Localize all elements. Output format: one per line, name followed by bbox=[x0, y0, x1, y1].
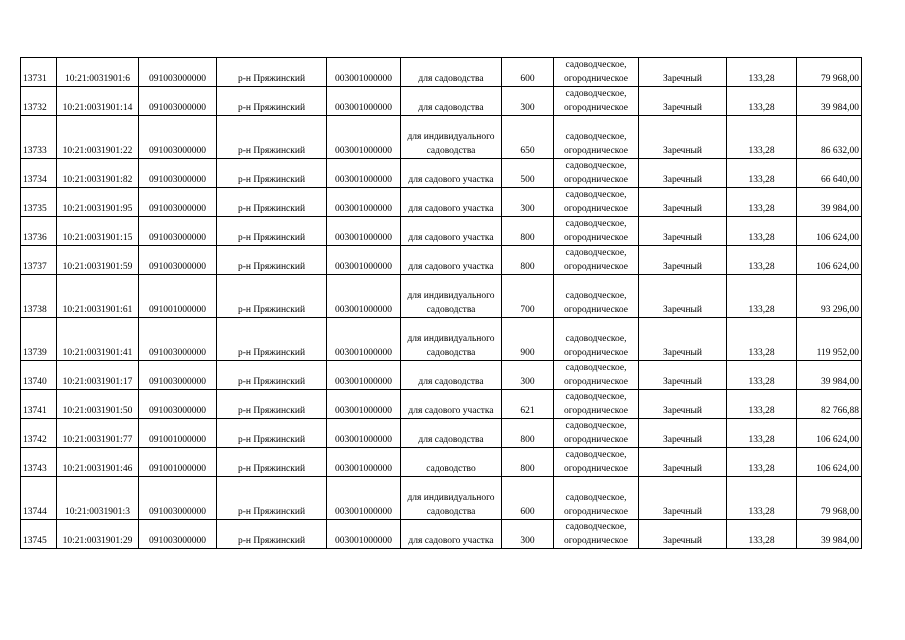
cell-cadastral-number: 10:21:0031901:46 bbox=[57, 448, 139, 477]
cell-sum: 119 952,00 bbox=[797, 318, 862, 361]
cell-zone: Заречный bbox=[639, 448, 727, 477]
cell-district: р-н Пряжинский bbox=[217, 477, 327, 520]
table-row bbox=[21, 390, 862, 419]
cell-code: 003001000000 bbox=[327, 390, 401, 419]
cell-district: р-н Пряжинский bbox=[217, 448, 327, 477]
cell-code: 003001000000 bbox=[327, 246, 401, 275]
cell-cadastral-number: 10:21:0031901:77 bbox=[57, 419, 139, 448]
cell-category: садоводческое, огородническое bbox=[554, 87, 639, 116]
cell-district: р-н Пряжинский bbox=[217, 246, 327, 275]
cell-sum: 66 640,00 bbox=[797, 159, 862, 188]
cell-zone: Заречный bbox=[639, 217, 727, 246]
cell-permitted-use: для садоводства bbox=[401, 419, 502, 448]
cell-permitted-use: для индивидуального садоводства bbox=[401, 477, 502, 520]
cell-category: садоводческое, огородническое bbox=[554, 448, 639, 477]
table-row bbox=[21, 246, 862, 275]
cell-okato: 091003000000 bbox=[139, 58, 217, 87]
cell-okato: 091003000000 bbox=[139, 188, 217, 217]
cell-okato: 091003000000 bbox=[139, 361, 217, 390]
table-row bbox=[21, 361, 862, 390]
cell-permitted-use: для индивидуального садоводства bbox=[401, 116, 502, 159]
cell-cadastral-number: 10:21:0031901:6 bbox=[57, 58, 139, 87]
cell-cadastral-number: 10:21:0031901:29 bbox=[57, 520, 139, 549]
cell-permitted-use: для садового участка bbox=[401, 246, 502, 275]
cell-id: 13736 bbox=[21, 217, 57, 246]
cell-id: 13743 bbox=[21, 448, 57, 477]
cell-permitted-use: для садового участка bbox=[401, 188, 502, 217]
cell-district: р-н Пряжинский bbox=[217, 116, 327, 159]
cell-rate: 133,28 bbox=[727, 159, 797, 188]
cell-cadastral-number: 10:21:0031901:17 bbox=[57, 361, 139, 390]
cell-code: 003001000000 bbox=[327, 318, 401, 361]
cell-district: р-н Пряжинский bbox=[217, 87, 327, 116]
cell-rate: 133,28 bbox=[727, 318, 797, 361]
table-row bbox=[21, 58, 862, 87]
cell-category: садоводческое, огородническое bbox=[554, 419, 639, 448]
cell-zone: Заречный bbox=[639, 361, 727, 390]
cell-id: 13740 bbox=[21, 361, 57, 390]
cell-rate: 133,28 bbox=[727, 390, 797, 419]
cell-rate: 133,28 bbox=[727, 275, 797, 318]
cell-permitted-use: для индивидуального садоводства bbox=[401, 318, 502, 361]
cell-id: 13735 bbox=[21, 188, 57, 217]
table-row bbox=[21, 275, 862, 318]
cell-code: 003001000000 bbox=[327, 116, 401, 159]
table-row bbox=[21, 520, 862, 549]
cell-zone: Заречный bbox=[639, 419, 727, 448]
cell-zone: Заречный bbox=[639, 275, 727, 318]
cell-category: садоводческое, огородническое bbox=[554, 361, 639, 390]
cell-area: 621 bbox=[502, 390, 554, 419]
cell-code: 003001000000 bbox=[327, 520, 401, 549]
cell-code: 003001000000 bbox=[327, 419, 401, 448]
cell-zone: Заречный bbox=[639, 116, 727, 159]
cell-okato: 091003000000 bbox=[139, 520, 217, 549]
cell-zone: Заречный bbox=[639, 159, 727, 188]
cell-rate: 133,28 bbox=[727, 188, 797, 217]
cell-permitted-use: для садового участка bbox=[401, 159, 502, 188]
cell-cadastral-number: 10:21:0031901:61 bbox=[57, 275, 139, 318]
cell-district: р-н Пряжинский bbox=[217, 520, 327, 549]
cell-area: 700 bbox=[502, 275, 554, 318]
cell-code: 003001000000 bbox=[327, 159, 401, 188]
cell-permitted-use: для индивидуального садоводства bbox=[401, 275, 502, 318]
cell-area: 300 bbox=[502, 188, 554, 217]
cell-permitted-use: для садового участка bbox=[401, 217, 502, 246]
table-row bbox=[21, 116, 862, 159]
cell-sum: 39 984,00 bbox=[797, 87, 862, 116]
cell-id: 13732 bbox=[21, 87, 57, 116]
cell-permitted-use: для садового участка bbox=[401, 520, 502, 549]
cell-okato: 091003000000 bbox=[139, 246, 217, 275]
cell-cadastral-number: 10:21:0031901:50 bbox=[57, 390, 139, 419]
cell-sum: 86 632,00 bbox=[797, 116, 862, 159]
cell-category: садоводческое, огородническое bbox=[554, 246, 639, 275]
cell-cadastral-number: 10:21:0031901:15 bbox=[57, 217, 139, 246]
cell-okato: 091001000000 bbox=[139, 448, 217, 477]
cell-code: 003001000000 bbox=[327, 448, 401, 477]
cell-category: садоводческое, огородническое bbox=[554, 217, 639, 246]
cell-id: 13738 bbox=[21, 275, 57, 318]
cell-category: садоводческое, огородническое bbox=[554, 116, 639, 159]
cell-id: 13731 bbox=[21, 58, 57, 87]
cell-code: 003001000000 bbox=[327, 58, 401, 87]
cell-category: садоводческое, огородническое bbox=[554, 477, 639, 520]
cell-okato: 091001000000 bbox=[139, 275, 217, 318]
cell-area: 500 bbox=[502, 159, 554, 188]
cell-okato: 091003000000 bbox=[139, 159, 217, 188]
cell-okato: 091003000000 bbox=[139, 116, 217, 159]
cell-id: 13745 bbox=[21, 520, 57, 549]
cell-okato: 091003000000 bbox=[139, 477, 217, 520]
cell-zone: Заречный bbox=[639, 87, 727, 116]
cell-category: садоводческое, огородническое bbox=[554, 520, 639, 549]
cell-okato: 091003000000 bbox=[139, 87, 217, 116]
cell-zone: Заречный bbox=[639, 58, 727, 87]
cell-rate: 133,28 bbox=[727, 116, 797, 159]
cell-category: садоводческое, огородническое bbox=[554, 159, 639, 188]
cell-permitted-use: для садоводства bbox=[401, 87, 502, 116]
cell-cadastral-number: 10:21:0031901:41 bbox=[57, 318, 139, 361]
cell-permitted-use: садоводство bbox=[401, 448, 502, 477]
cell-category: садоводческое, огородническое bbox=[554, 275, 639, 318]
cell-rate: 133,28 bbox=[727, 477, 797, 520]
cell-district: р-н Пряжинский bbox=[217, 275, 327, 318]
cell-code: 003001000000 bbox=[327, 275, 401, 318]
cell-rate: 133,28 bbox=[727, 448, 797, 477]
cell-permitted-use: для садового участка bbox=[401, 390, 502, 419]
cell-district: р-н Пряжинский bbox=[217, 419, 327, 448]
cell-id: 13739 bbox=[21, 318, 57, 361]
cell-code: 003001000000 bbox=[327, 477, 401, 520]
cell-district: р-н Пряжинский bbox=[217, 188, 327, 217]
cell-district: р-н Пряжинский bbox=[217, 159, 327, 188]
cell-cadastral-number: 10:21:0031901:3 bbox=[57, 477, 139, 520]
table-row bbox=[21, 87, 862, 116]
cell-id: 13733 bbox=[21, 116, 57, 159]
table-row bbox=[21, 159, 862, 188]
cell-sum: 106 624,00 bbox=[797, 217, 862, 246]
cell-district: р-н Пряжинский bbox=[217, 361, 327, 390]
cell-zone: Заречный bbox=[639, 188, 727, 217]
cell-zone: Заречный bbox=[639, 390, 727, 419]
cell-rate: 133,28 bbox=[727, 246, 797, 275]
table-row bbox=[21, 318, 862, 361]
cell-code: 003001000000 bbox=[327, 87, 401, 116]
cell-area: 800 bbox=[502, 246, 554, 275]
cell-area: 800 bbox=[502, 419, 554, 448]
cell-code: 003001000000 bbox=[327, 217, 401, 246]
cell-permitted-use: для садоводства bbox=[401, 58, 502, 87]
cell-zone: Заречный bbox=[639, 520, 727, 549]
cell-rate: 133,28 bbox=[727, 520, 797, 549]
cell-sum: 106 624,00 bbox=[797, 419, 862, 448]
cell-cadastral-number: 10:21:0031901:22 bbox=[57, 116, 139, 159]
cell-sum: 79 968,00 bbox=[797, 477, 862, 520]
cell-sum: 106 624,00 bbox=[797, 246, 862, 275]
cell-okato: 091003000000 bbox=[139, 217, 217, 246]
cell-zone: Заречный bbox=[639, 246, 727, 275]
cell-sum: 106 624,00 bbox=[797, 448, 862, 477]
cell-permitted-use: для садоводства bbox=[401, 361, 502, 390]
cell-rate: 133,28 bbox=[727, 217, 797, 246]
cell-district: р-н Пряжинский bbox=[217, 318, 327, 361]
cell-code: 003001000000 bbox=[327, 361, 401, 390]
cell-id: 13742 bbox=[21, 419, 57, 448]
cell-area: 300 bbox=[502, 87, 554, 116]
cell-sum: 39 984,00 bbox=[797, 188, 862, 217]
cell-district: р-н Пряжинский bbox=[217, 58, 327, 87]
cell-rate: 133,28 bbox=[727, 87, 797, 116]
cell-area: 650 bbox=[502, 116, 554, 159]
table-row bbox=[21, 217, 862, 246]
cell-district: р-н Пряжинский bbox=[217, 217, 327, 246]
cell-category: садоводческое, огородническое bbox=[554, 58, 639, 87]
cell-sum: 93 296,00 bbox=[797, 275, 862, 318]
table-row bbox=[21, 188, 862, 217]
cell-id: 13734 bbox=[21, 159, 57, 188]
cell-cadastral-number: 10:21:0031901:59 bbox=[57, 246, 139, 275]
land-parcel-table bbox=[20, 57, 862, 549]
cell-rate: 133,28 bbox=[727, 58, 797, 87]
cell-sum: 79 968,00 bbox=[797, 58, 862, 87]
cell-okato: 091001000000 bbox=[139, 419, 217, 448]
table-row bbox=[21, 477, 862, 520]
cell-rate: 133,28 bbox=[727, 419, 797, 448]
cell-cadastral-number: 10:21:0031901:14 bbox=[57, 87, 139, 116]
cell-id: 13741 bbox=[21, 390, 57, 419]
cell-sum: 39 984,00 bbox=[797, 361, 862, 390]
cell-area: 600 bbox=[502, 58, 554, 87]
cell-category: садоводческое, огородническое bbox=[554, 318, 639, 361]
cell-okato: 091003000000 bbox=[139, 318, 217, 361]
table-row bbox=[21, 419, 862, 448]
cell-id: 13737 bbox=[21, 246, 57, 275]
cell-code: 003001000000 bbox=[327, 188, 401, 217]
cell-area: 900 bbox=[502, 318, 554, 361]
cell-area: 300 bbox=[502, 361, 554, 390]
cell-area: 300 bbox=[502, 520, 554, 549]
cell-zone: Заречный bbox=[639, 477, 727, 520]
cell-rate: 133,28 bbox=[727, 361, 797, 390]
cell-area: 800 bbox=[502, 217, 554, 246]
cell-area: 800 bbox=[502, 448, 554, 477]
cell-id: 13744 bbox=[21, 477, 57, 520]
cell-area: 600 bbox=[502, 477, 554, 520]
table-row bbox=[21, 448, 862, 477]
cell-sum: 39 984,00 bbox=[797, 520, 862, 549]
cell-sum: 82 766,88 bbox=[797, 390, 862, 419]
cell-cadastral-number: 10:21:0031901:95 bbox=[57, 188, 139, 217]
cell-category: садоводческое, огородническое bbox=[554, 188, 639, 217]
cell-okato: 091003000000 bbox=[139, 390, 217, 419]
cell-category: садоводческое, огородническое bbox=[554, 390, 639, 419]
cell-zone: Заречный bbox=[639, 318, 727, 361]
cell-cadastral-number: 10:21:0031901:82 bbox=[57, 159, 139, 188]
cell-district: р-н Пряжинский bbox=[217, 390, 327, 419]
